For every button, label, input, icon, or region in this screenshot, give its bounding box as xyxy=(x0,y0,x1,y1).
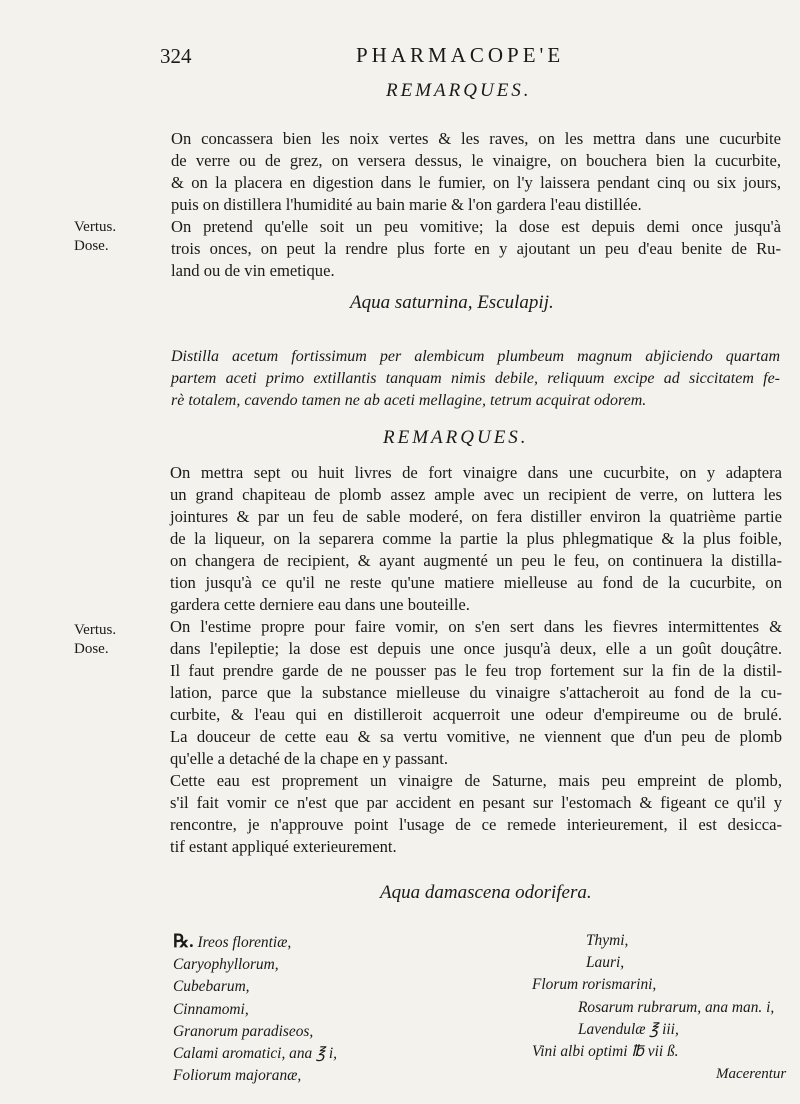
running-title: PHARMACOPE'E xyxy=(356,43,565,67)
recipe-title-aqua-damascena: Aqua damascena odorifera. xyxy=(380,882,592,903)
margin-note xyxy=(74,621,116,659)
ingredient-item: Lauri, xyxy=(586,954,625,972)
margin-note-dose: Dose. xyxy=(74,238,109,254)
ingredient-item: Calami aromatici, ana ℥ i, xyxy=(173,1045,337,1063)
text-line: & on la placera en digestion dans le fumier, on l'y laissera pendant cinq ou six jours, xyxy=(171,173,781,192)
text-line: On concassera bien les noix vertes & les raves, on les mettra dans une cucurbite xyxy=(171,129,781,148)
text-line: On l'estime propre pour faire vomir, on s'en sert dans les fievres intermittentes & xyxy=(170,617,782,636)
ingredient-item: Lavendulæ ℥ iii, xyxy=(578,1020,679,1038)
ingredient-list-right xyxy=(532,930,774,1063)
text-line: land ou de vin emetique. xyxy=(171,261,335,280)
text-line: de verre ou de grez, on versera dessus, le vinaigre, on bouchera bien la cucurbite, xyxy=(171,151,781,170)
ingredient-item: Granorum paradiseos, xyxy=(173,1022,314,1040)
text-line: Cette eau est proprement un vinaigre de Saturne, mais peu empreint de plomb, xyxy=(170,771,782,790)
text-line: Distilla acetum fortissimum per alembicum plumbeum magnum abjiciendo quartam xyxy=(171,348,780,365)
text-line: puis on distillera l'humidité au bain marie & l'on gardera l'eau distillée. xyxy=(171,195,642,214)
text-line: gardera cette derniere eau dans une bouteille. xyxy=(170,595,470,614)
text-line: On pretend qu'elle soit un peu vomitive; la dose est depuis demi once jusqu'à xyxy=(171,217,781,236)
text-line: un grand chapiteau de plomb assez ample avec un recipient de verre, on luttera les xyxy=(170,485,782,504)
recipe-title-aqua-saturnina: Aqua saturnina, Esculapij. xyxy=(350,292,554,313)
ingredient-item: Cinnamomi, xyxy=(173,1000,249,1018)
text-line: lation, parce que la substance mielleuse du vinaigre s'attacheroit au fond de la cu- xyxy=(170,683,782,702)
text-line: qu'elle a detaché de la chape en y passant. xyxy=(170,749,449,768)
ingredient-item: Cubebarum, xyxy=(173,978,250,996)
page-number: 324 xyxy=(160,44,192,68)
remarks-paragraphs-1 xyxy=(171,128,781,282)
ingredient-item: Florum rorismarini, xyxy=(532,976,657,994)
text-line: partem aceti primo extillantis tanquam nimis debile, reliquum excipe ad siccitatem fe- xyxy=(171,370,780,387)
margin-note-vertus: Vertus. xyxy=(74,622,117,638)
text-line: La douceur de cette eau & sa vertu vomitive, ne viennent que d'un peu de plomb xyxy=(170,727,782,746)
text-line: rè totalem, cavendo tamen ne ab aceti mellagine, tetrum acquirat odorem. xyxy=(171,392,647,409)
ingredient-item: Caryophyllorum, xyxy=(173,956,279,974)
latin-recipe-text xyxy=(171,346,780,412)
text-line: curbite, & l'eau qui en distilleroit acquerroit une odeur d'empireume ou de brulé. xyxy=(170,705,782,724)
text-line: jointures & par un feu de sable moderé, on fera distiller environ la quatrième partie xyxy=(170,507,782,526)
text-line: tion jusqu'à ce qu'il ne reste qu'une matiere mielleuse au fond de la cucurbite, on xyxy=(170,573,782,592)
text-line: s'il fait vomir ce n'est que par accident en pesant sur l'estomach & figeant ce qu'il y xyxy=(170,793,782,812)
text-line: tif estant appliqué exterieurement. xyxy=(170,837,397,856)
margin-note-dose: Dose. xyxy=(74,641,109,657)
text-line: On mettra sept ou huit livres de fort vinaigre dans une cucurbite, on y adaptera xyxy=(170,463,782,482)
text-line: on changera de recipient, & ayant augmenté un peu le feu, on continuera la distilla- xyxy=(170,551,782,570)
text-line: Il faut prendre garde de ne pousser pas le feu trop fortement sur la fin de la distil- xyxy=(170,661,782,680)
text-line: de la liqueur, on la separera comme la partie la plus phlegmatique & la plus foible, xyxy=(170,529,782,548)
ingredient-item: ℞. Ireos florentiæ, xyxy=(173,931,292,951)
remarks-paragraphs-2 xyxy=(170,462,782,858)
ingredient-item: Thymi, xyxy=(586,932,629,949)
ingredient-item: Vini albi optimi ℔ vii ß. xyxy=(532,1043,679,1061)
text-line: dans l'epileptie; la dose est depuis une once jusqu'à deux, elle a un goût douçâtre. xyxy=(170,639,782,658)
margin-note-vertus: Vertus. xyxy=(74,219,117,235)
section-heading-remarques: REMARQUES. xyxy=(383,427,529,448)
ingredient-item: Rosarum rubrarum, ana man. i, xyxy=(578,998,775,1016)
text-line: trois onces, on peut la rendre plus forte en y ajoutant un peu d'eau benite de Ru- xyxy=(171,239,781,258)
ingredient-list-left xyxy=(173,930,337,1087)
text-line: rencontre, je n'approuve point l'usage de ce remede interieurement, il est desicca- xyxy=(170,815,782,834)
recipe-symbol: ℞. xyxy=(173,931,194,951)
section-heading-remarques: REMARQUES. xyxy=(386,80,532,101)
catchword: Macerentur xyxy=(716,1066,787,1082)
margin-note xyxy=(74,218,116,256)
ingredient-item: Foliorum majoranæ, xyxy=(173,1067,302,1085)
